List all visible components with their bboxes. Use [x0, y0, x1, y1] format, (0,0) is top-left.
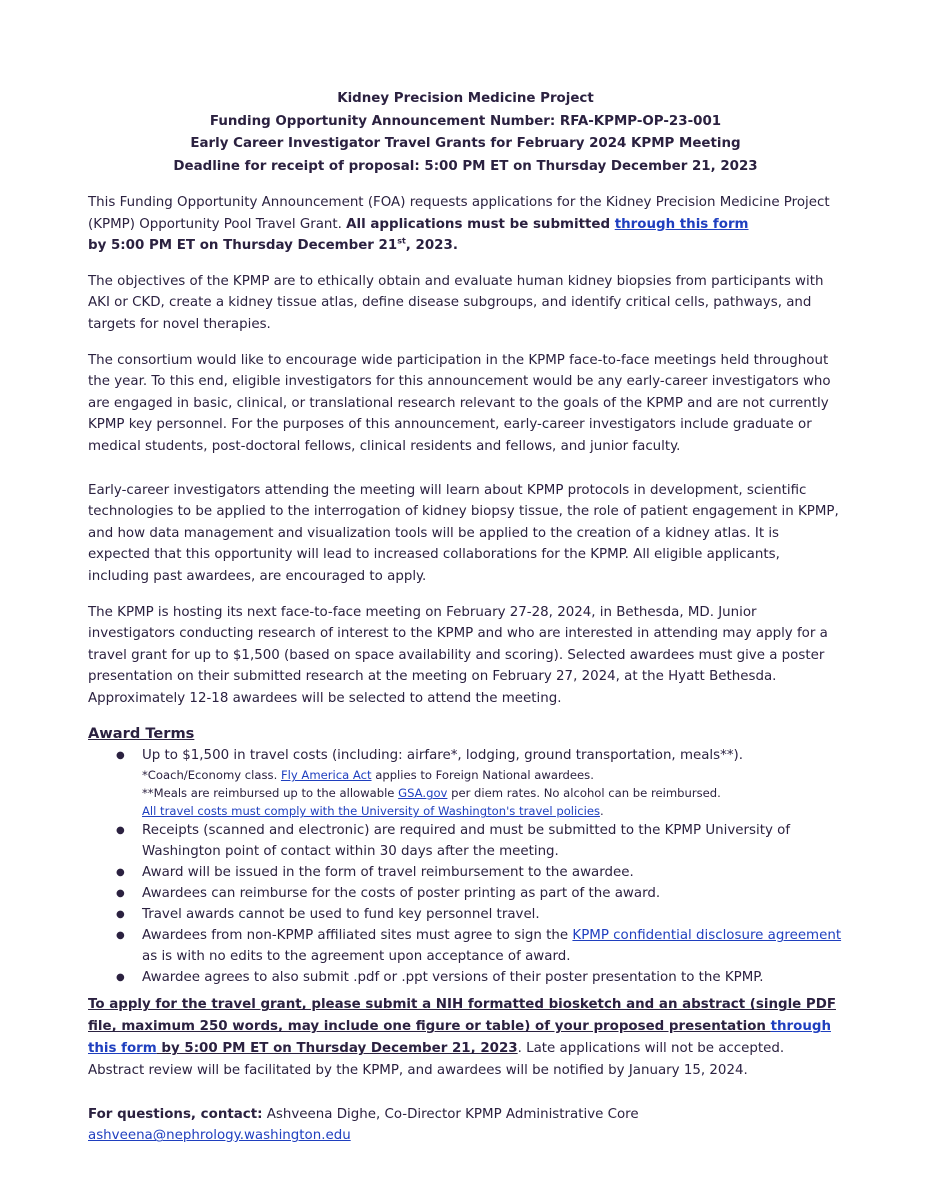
list-item: ● Award will be issued in the form of travel reimbursement to the awardee. [142, 862, 843, 883]
fly-america-act-link[interactable]: Fly America Act [280, 768, 372, 783]
list-item: ● Awardees can reimburse for the costs of poster printing as part of the award. [142, 883, 843, 904]
list-item: ● Up to $1,500 in travel costs (including: airfare*, lodging, ground transportation, meals**). *Coach/Economy class. Fly America Act applies to Foreign National awardees. **Meals are reimbursed up to the allowable GSA.gov per diem rates. No alcohol can be reimbursed. All travel costs must comply with the University of Washington's travel policies. [142, 745, 843, 820]
bullet-icon: ● [116, 930, 125, 942]
foa-number: Funding Opportunity Announcement Number: RFA-KPMP-OP-23-001 [209, 113, 722, 129]
bullet-icon: ● [116, 888, 125, 900]
travel-policy-note: All travel costs must comply with the University of Washington's travel policies. [142, 804, 604, 819]
list-item: ● Awardees from non-KPMP affiliated sites must agree to sign the KPMP confidential disclosure agreement as is with no edits to the agreement upon acceptance of award. [142, 925, 843, 967]
gsa-gov-link[interactable]: GSA.gov [398, 786, 448, 801]
list-item: ● Receipts (scanned and electronic) are required and must be submitted to the KPMP University of Washington point of contact within 30 days after the meeting. [142, 820, 843, 862]
bullet-icon: ● [116, 825, 125, 837]
list-item: ● Travel awards cannot be used to fund key personnel travel. [142, 904, 843, 925]
contact-label: For questions, contact: [88, 1107, 263, 1123]
objectives-paragraph: The objectives of the KPMP are to ethically obtain and evaluate human kidney biopsies from participants with AKI or CKD, create a kidney tissue atlas, define disease subgroups, and identify critical cells, pathways, and targets for novel therapies. [88, 273, 824, 332]
award-terms-heading: Award Terms [88, 725, 195, 743]
apply-paragraph: To apply for the travel grant, please submit a NIH formatted biosketch and an abstract (single PDF file, maximum 250 words, may include one figure or table) of your proposed presentation through this form by 5:00 PM ET on Thursday December 21, 2023. Late applications will not be accepted. Abstract review will be facilitated by the KPMP, and awardees will be notified by January 15, 2024. [88, 997, 836, 1079]
award-terms-list [88, 745, 843, 988]
bullet-icon: ● [116, 750, 125, 762]
uw-travel-policies-link[interactable]: All travel costs must comply with the University of Washington's travel policies [142, 804, 601, 819]
intro-paragraph: This Funding Opportunity Announcement (FOA) requests applications for the Kidney Precision Medicine Project (KPMP) Opportunity Pool Travel Grant. All applications must be submitted through this form by 5:00 PM ET on Thursday December 21st, 2023. [88, 195, 830, 254]
coach-note: *Coach/Economy class. Fly America Act applies to Foreign National awardees. [142, 768, 594, 783]
deadline: Deadline for receipt of proposal: 5:00 PM ET on Thursday December 21, 2023 [173, 158, 758, 174]
meals-note: **Meals are reimbursed up to the allowable GSA.gov per diem rates. No alcohol can be reimbursed. [142, 786, 721, 801]
bullet-icon: ● [116, 909, 125, 921]
document-header [88, 88, 843, 178]
meeting-paragraph: The KPMP is hosting its next face-to-face meeting on February 27-28, 2024, in Bethesda, MD. Junior investigators conducting research of interest to the KPMP and who are interested in attending may apply for a travel grant for up to $1,500 (based on space availability and scoring). Selected awardees must give a poster presentation on their submitted research at the meeting on February 27, 2024, at the Hyatt Bethesda. Approximately 12-18 awardees will be selected to attend the meeting. [88, 604, 828, 706]
apply-form-link[interactable]: through this form [88, 1019, 831, 1057]
bullet-icon: ● [116, 867, 125, 879]
list-item: ● Awardee agrees to also submit .pdf or .ppt versions of their poster presentation to the KPMP. [142, 967, 843, 988]
confidential-disclosure-agreement-link[interactable]: KPMP confidential disclosure agreement [572, 928, 842, 944]
application-form-link[interactable]: through this form [614, 216, 749, 232]
contact-section [88, 1104, 843, 1146]
contact-name: Ashveena Dighe, Co-Director KPMP Administrative Core [262, 1107, 639, 1123]
grant-title: Early Career Investigator Travel Grants for February 2024 KPMP Meeting [190, 136, 741, 151]
early-career-paragraph: Early-career investigators attending the meeting will learn about KPMP protocols in development, scientific technologies to be applied to the interrogation of kidney biopsy tissue, the role of patient engagement in KPMP, and how data management and visualization tools will be applied to the creation of a kidney atlas. It is expected that this opportunity will lead to increased collaborations for the KPMP. All eligible applicants, including past awardees, are encouraged to apply. [88, 482, 839, 584]
document-page [88, 88, 843, 1146]
consortium-paragraph: The consortium would like to encourage wide participation in the KPMP face-to-face meetings held throughout the year. To this end, eligible investigators for this announcement would be any early-career investigators who are engaged in basic, clinical, or translational research relevant to the goals of the KPMP and are not currently KPMP key personnel. For the purposes of this announcement, early-career investigators include graduate or medical students, post-doctoral fellows, clinical residents and fellows, and junior faculty. [88, 352, 831, 454]
contact-email-link[interactable]: ashveena@nephrology.washington.edu [88, 1128, 351, 1144]
bullet-icon: ● [116, 972, 125, 984]
project-title: Kidney Precision Medicine Project [337, 91, 594, 106]
